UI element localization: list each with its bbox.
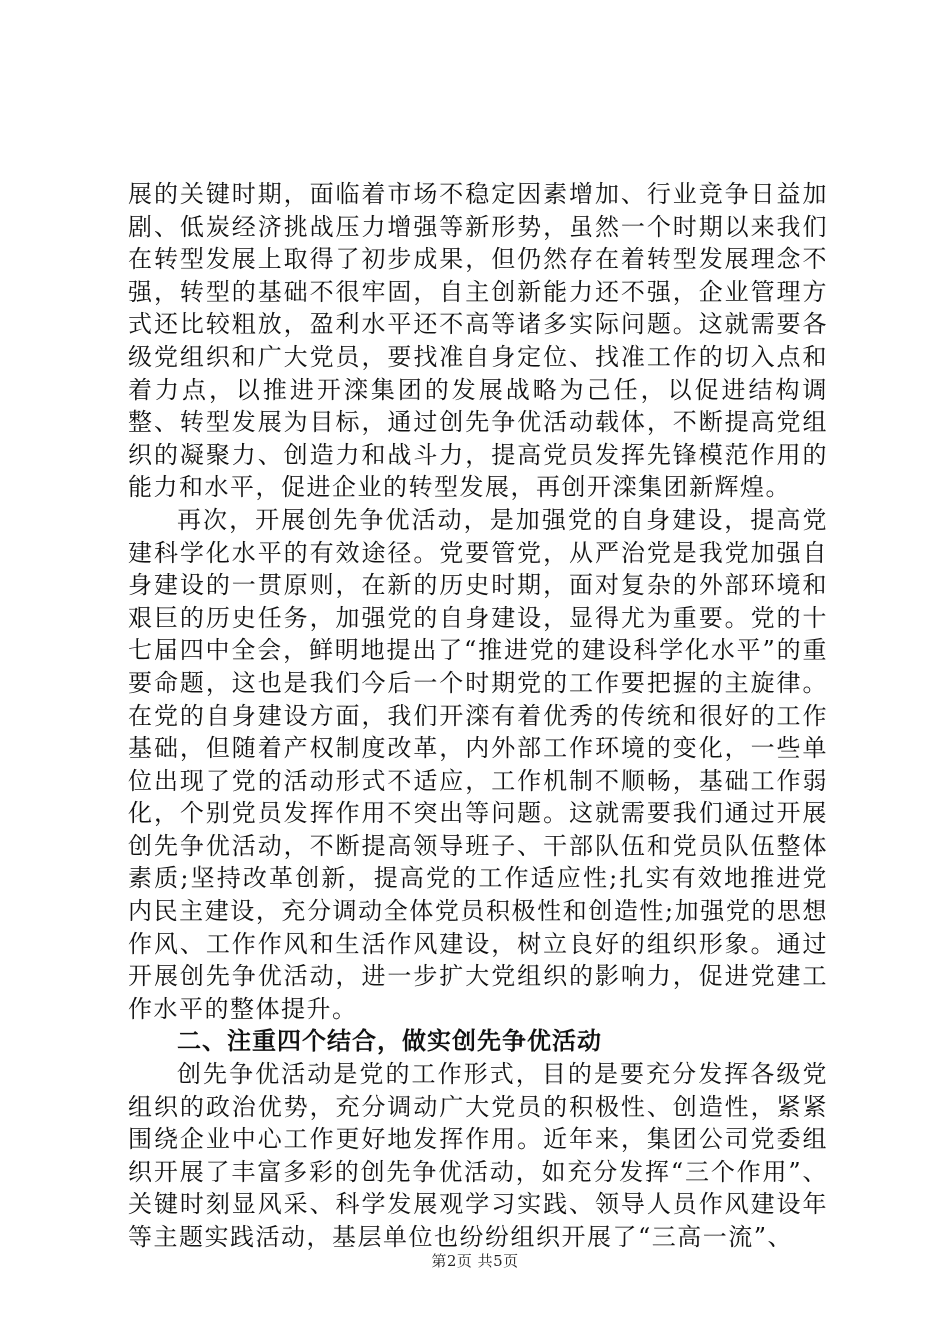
page-number-label: 第2页 共5页: [431, 1252, 519, 1270]
document-body: [128, 178, 828, 1254]
paragraph-party-building: 再次，开展创先争优活动，是加强党的自身建设，提高党建科学化水平的有效途径。党要管党，从严治党是我党加强自身建设的一贯原则，在新的历史时期，面对复杂的外部环境和艰巨的历史任务，加强党的自身建设，显得尤为重要。党的十七届四中全会，鲜明地提出了“推进党的建设科学化水平”的重要命题，这也是我们今后一个时期党的工作要把握的主旋律。在党的自身建设方面，我们开滦有着优秀的传统和很好的工作基础，但随着产权制度改革，内外部工作环境的变化，一些单位出现了党的活动形式不适应，工作机制不顺畅，基础工作弱化，个别党员发挥作用不突出等问题。这就需要我们通过开展创先争优活动，不断提高领导班子、干部队伍和党员队伍整体素质;坚持改革创新，提高党的工作适应性;扎实有效地推进党内民主建设，充分调动全体党员积极性和创造性;加强党的思想作风、工作作风和生活作风建设，树立良好的组织形象。通过开展创先争优活动，进一步扩大党组织的影响力，促进党建工作水平的整体提升。: [128, 505, 828, 1023]
section-heading: 二、注重四个结合，做实创先争优活动: [177, 1027, 602, 1056]
paragraph-continuation: 展的关键时期，面临着市场不稳定因素增加、行业竞争日益加剧、低炭经济挑战压力增强等新形势，虽然一个时期以来我们在转型发展上取得了初步成果，但仍然存在着转型发展理念不强，转型的基础不很牢固，自主创新能力还不强，企业管理方式还比较粗放，盈利水平还不高等诸多实际问题。这就需要各级党组织和广大党员，要找准自身定位、找准工作的切入点和着力点，以推进开滦集团的发展战略为己任，以促进结构调整、转型发展为目标，通过创先争优活动载体，不断提高党组织的凝聚力、创造力和战斗力，提高党员发挥先锋模范作用的能力和水平，促进企业的转型发展，再创开滦集团新辉煌。: [128, 180, 828, 502]
paragraph-activities: 创先争优活动是党的工作形式，目的是要充分发挥各级党组织的政治优势，充分调动广大党员的积极性、创造性，紧紧围绕企业中心工作更好地发挥作用。近年来，集团公司党委组织开展了丰富多彩的创先争优活动，如充分发挥“三个作用”、关键时刻显风采、科学发展观学习实践、领导人员作风建设年等主题实践活动，基层单位也纷纷组织开展了“三高一流”、: [128, 1060, 828, 1251]
page-footer: [0, 1250, 950, 1271]
